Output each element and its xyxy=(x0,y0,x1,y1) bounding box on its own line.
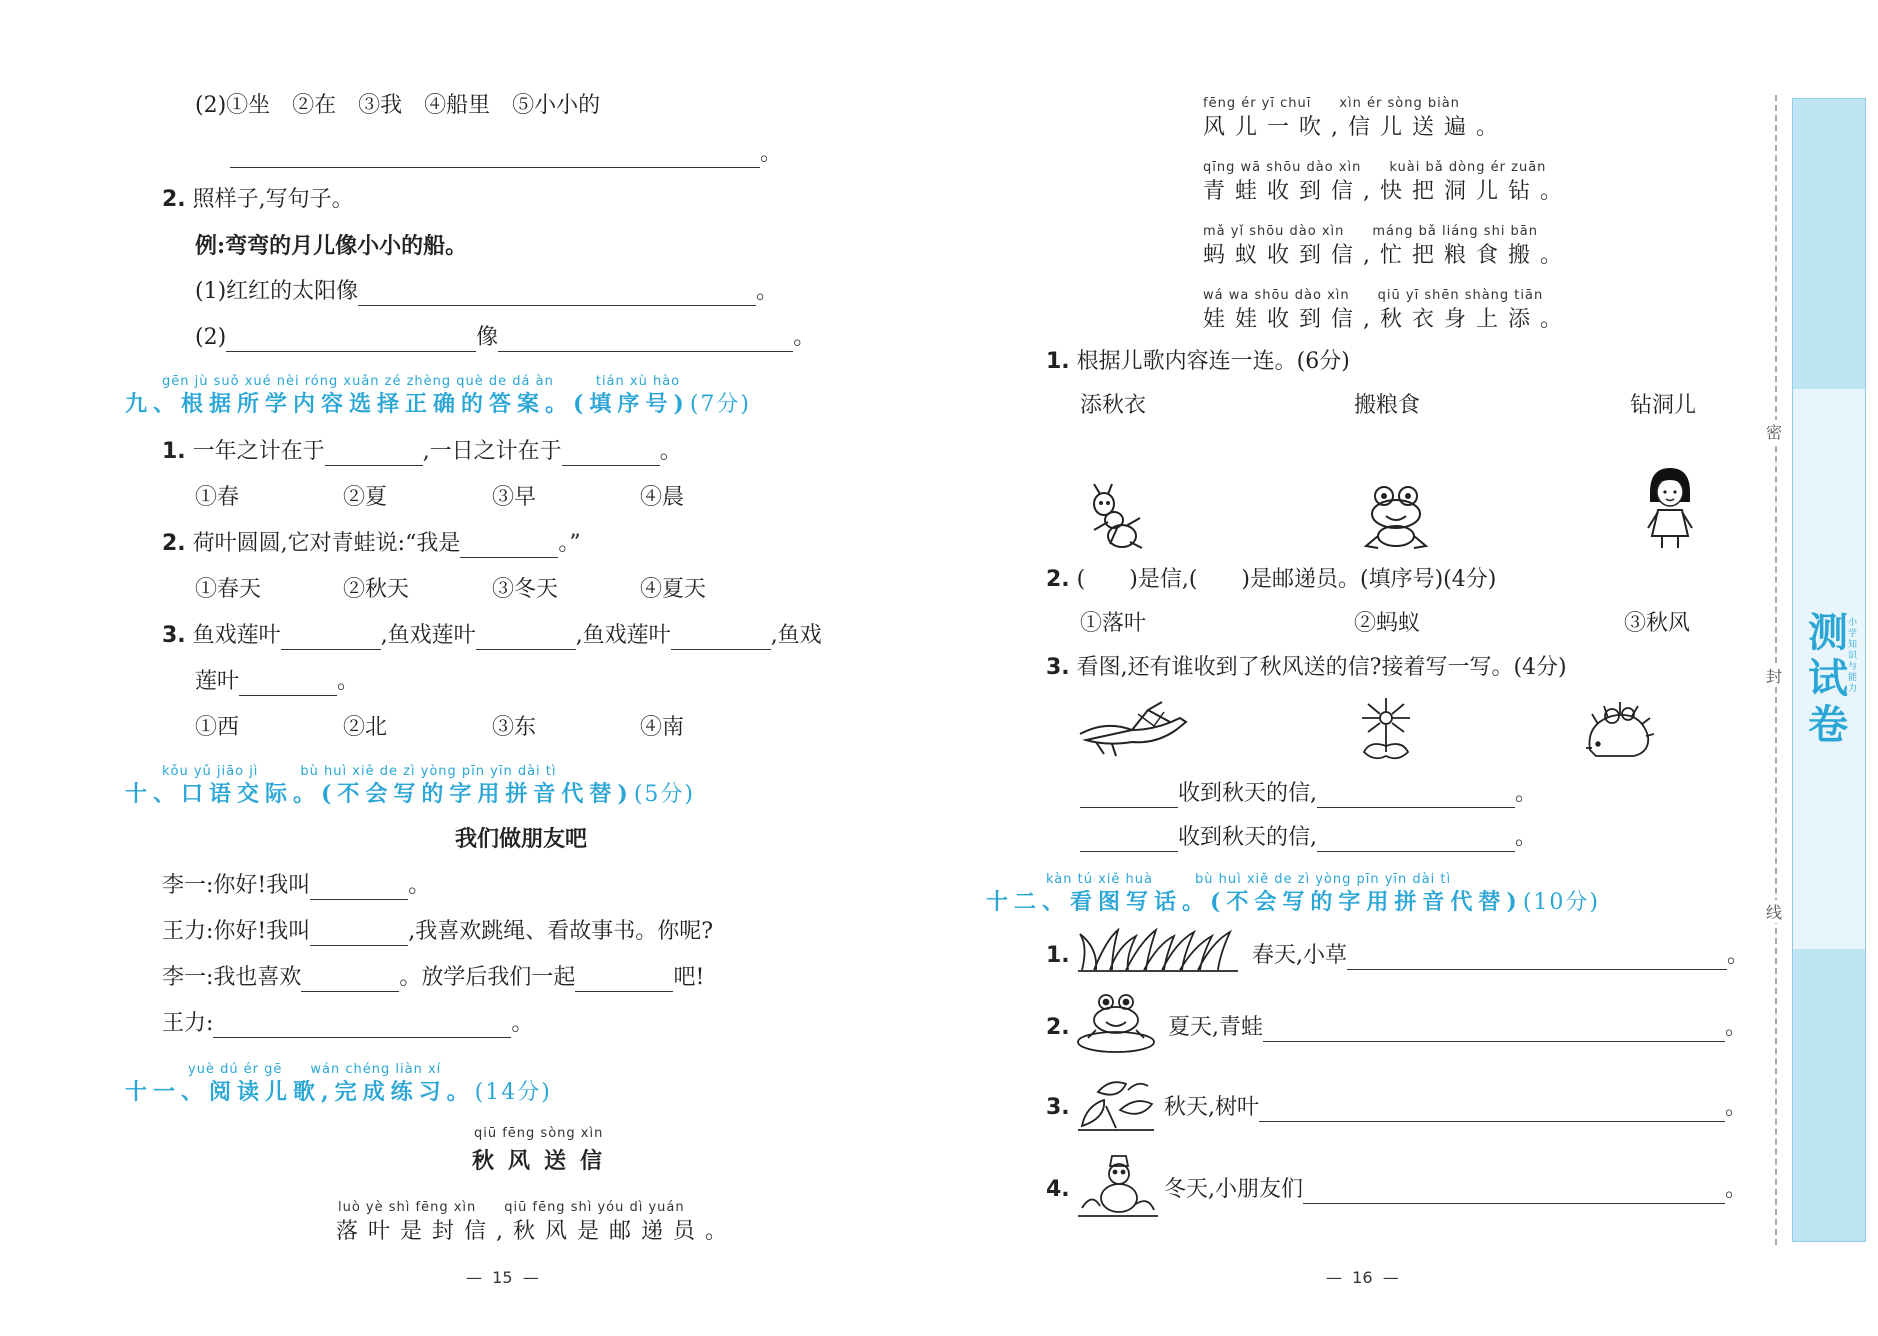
w-num-3: 3. xyxy=(1046,1095,1070,1120)
frog-icon[interactable] xyxy=(1360,482,1432,552)
snowman-icon xyxy=(1078,1152,1158,1220)
write-row-3[interactable]: 秋天,树叶 。 xyxy=(1164,1095,1748,1120)
dialog-line-4[interactable]: 王力: 。 xyxy=(162,1011,534,1036)
hedgehog-icon xyxy=(1582,700,1654,762)
s9-question-2: 2. 荷叶圆圆,它对青蛙说:“我是 。” xyxy=(162,531,581,556)
write-row-4[interactable]: 冬天,小朋友们 。 xyxy=(1164,1177,1748,1202)
answer-line-1[interactable]: 。 xyxy=(230,140,782,168)
s9-q1-opt-3: ③早 xyxy=(492,485,537,510)
grass-icon xyxy=(1078,926,1246,974)
dialog-line-2[interactable]: 王力:你好!我叫 ,我喜欢跳绳、看故事书。你呢? xyxy=(162,919,714,944)
write-line-2[interactable]: 收到秋天的信, 。 xyxy=(1080,824,1537,852)
frog-on-lilypad-icon xyxy=(1076,990,1160,1054)
w-num-1: 1. xyxy=(1046,943,1070,968)
s9-question-3: 3. 鱼戏莲叶 ,鱼戏莲叶 ,鱼戏莲叶 ,鱼戏 xyxy=(162,623,822,648)
poem-title: 秋风送信 xyxy=(472,1148,617,1174)
poem-line-3: 青蛙收到信,快把洞儿钻。 xyxy=(1203,179,1572,204)
section12-title: 十二、看图写话。(不会写的字用拼音代替)(10分) xyxy=(986,889,1600,915)
r-question-1: 1. 根据儿歌内容连一连。(6分) xyxy=(1046,349,1350,374)
match-label-2[interactable]: 搬粮食 xyxy=(1354,393,1421,418)
poem-line-4-pinyin: mǎ yǐ shōu dào xìn máng bǎ liáng shi bān xyxy=(1203,224,1539,239)
dialog-line-1[interactable]: 李一:你好!我叫 。 xyxy=(162,873,431,898)
w-num-4: 4. xyxy=(1046,1177,1070,1202)
poem-line-2: 风儿一吹,信儿送遍。 xyxy=(1203,115,1508,140)
poem-line-2-pinyin: fēng ér yī chuī xìn ér sòng biàn xyxy=(1203,96,1460,111)
goose-icon xyxy=(1076,700,1190,758)
write-line-1[interactable]: 收到秋天的信, 。 xyxy=(1080,780,1537,808)
cut-label-1: 密 xyxy=(1766,420,1782,443)
dialog-line-3[interactable]: 李一:我也喜欢 。放学后我们一起 吧! xyxy=(162,965,705,990)
s9-question-3-cont: 莲叶 。 xyxy=(195,669,360,694)
imitate-line-1[interactable]: (1)红红的太阳像 。 xyxy=(195,279,779,304)
s9-q2-opt-4: ④夏天 xyxy=(640,577,707,602)
r-question-3: 3. 看图,还有谁收到了秋风送的信?接着写一写。(4分) xyxy=(1046,655,1567,680)
s9-q2-opt-1: ①春天 xyxy=(195,577,262,602)
page-number-left: — 15 — xyxy=(466,1268,539,1287)
cut-label-2: 封 xyxy=(1766,664,1782,687)
s9-q1-opt-2: ②夏 xyxy=(343,485,388,510)
w-num-2: 2. xyxy=(1046,1015,1070,1040)
cut-label-3: 线 xyxy=(1766,900,1782,923)
s9-q3-opt-3: ③东 xyxy=(492,715,537,740)
s9-question-1: 1. 一年之计在于 ,一日之计在于 。 xyxy=(162,439,682,464)
s9-q3-opt-1: ①西 xyxy=(195,715,240,740)
section10-pinyin: kǒu yǔ jiāo jì bù huì xiě de zì yòng pīn yīn dài tì xyxy=(162,764,557,779)
s9-q1-opt-4: ④晨 xyxy=(640,485,685,510)
r-q2-opt-1: ①落叶 xyxy=(1080,611,1147,636)
s9-q2-opt-3: ③冬天 xyxy=(492,577,559,602)
poem-line-5-pinyin: wá wa shōu dào xìn qiū yī shēn shàng tiān xyxy=(1203,288,1544,303)
falling-leaves-icon xyxy=(1076,1076,1156,1132)
question-imitate: 2. 照样子,写句子。 xyxy=(162,187,354,212)
section11-pinyin: yuè dú ér gē wán chéng liàn xí xyxy=(188,1062,442,1077)
s9-q3-opt-4: ④南 xyxy=(640,715,685,740)
s9-q3-opt-2: ②北 xyxy=(343,715,388,740)
imitate-line-2[interactable]: (2) 像 。 xyxy=(195,325,816,350)
example-sentence: 例:弯弯的月儿像小小的船。 xyxy=(195,233,468,259)
s9-q2-opt-2: ②秋天 xyxy=(343,577,410,602)
chrysanthemum-icon xyxy=(1358,696,1414,766)
write-row-2[interactable]: 夏天,青蛙 。 xyxy=(1168,1015,1748,1040)
poem-line-4: 蚂蚁收到信,忙把粮食搬。 xyxy=(1203,243,1572,268)
poem-title-pinyin: qiū fēng sòng xìn xyxy=(474,1126,604,1141)
r-q2-opt-2: ②蚂蚁 xyxy=(1354,611,1421,636)
match-label-1[interactable]: 添秋衣 xyxy=(1080,393,1147,418)
r-question-2: 2. ( )是信,( )是邮递员。(填序号)(4分) xyxy=(1046,567,1497,592)
match-label-3[interactable]: 钻洞儿 xyxy=(1630,393,1697,418)
sidebar-title: 测试卷 xyxy=(1808,609,1848,748)
section9-title: 九、根据所学内容选择正确的答案。(填序号)(7分) xyxy=(125,391,751,417)
sidebar-subtitle: 小学知识与能力 xyxy=(1848,618,1858,694)
write-row-1[interactable]: 春天,小草 。 xyxy=(1252,943,1750,968)
section12-pinyin: kàn tú xiě huà bù huì xiě de zì yòng pīn yīn dài tì xyxy=(1046,872,1452,887)
section9-pinyin: gēn jù suǒ xué nèi róng xuǎn zé zhèng què de dá àn tián xù hào xyxy=(162,374,681,389)
section10-title: 十、口语交际。(不会写的字用拼音代替)(5分) xyxy=(125,781,695,807)
poem-line-3-pinyin: qīng wā shōu dào xìn kuài bǎ dòng ér zuān xyxy=(1203,160,1547,175)
s9-q1-opt-1: ①春 xyxy=(195,485,240,510)
q-order-options: (2)①坐 ②在 ③我 ④船里 ⑤小小的 xyxy=(195,93,601,118)
dialog-title: 我们做朋友吧 xyxy=(455,827,588,852)
poem-line-1-pinyin: luò yè shì fēng xìn qiū fēng shì yóu dì yuán xyxy=(338,1200,685,1215)
poem-line-1: 落叶是封信,秋风是邮递员。 xyxy=(336,1219,737,1244)
section11-title: 十一、阅读儿歌,完成练习。(14分) xyxy=(125,1079,552,1105)
girl-icon[interactable] xyxy=(1640,466,1700,552)
poem-line-5: 娃娃收到信,秋衣身上添。 xyxy=(1203,307,1572,332)
r-q2-opt-3: ③秋风 xyxy=(1624,611,1691,636)
page-number-right: — 16 — xyxy=(1326,1268,1399,1287)
ant-icon[interactable] xyxy=(1080,482,1148,552)
